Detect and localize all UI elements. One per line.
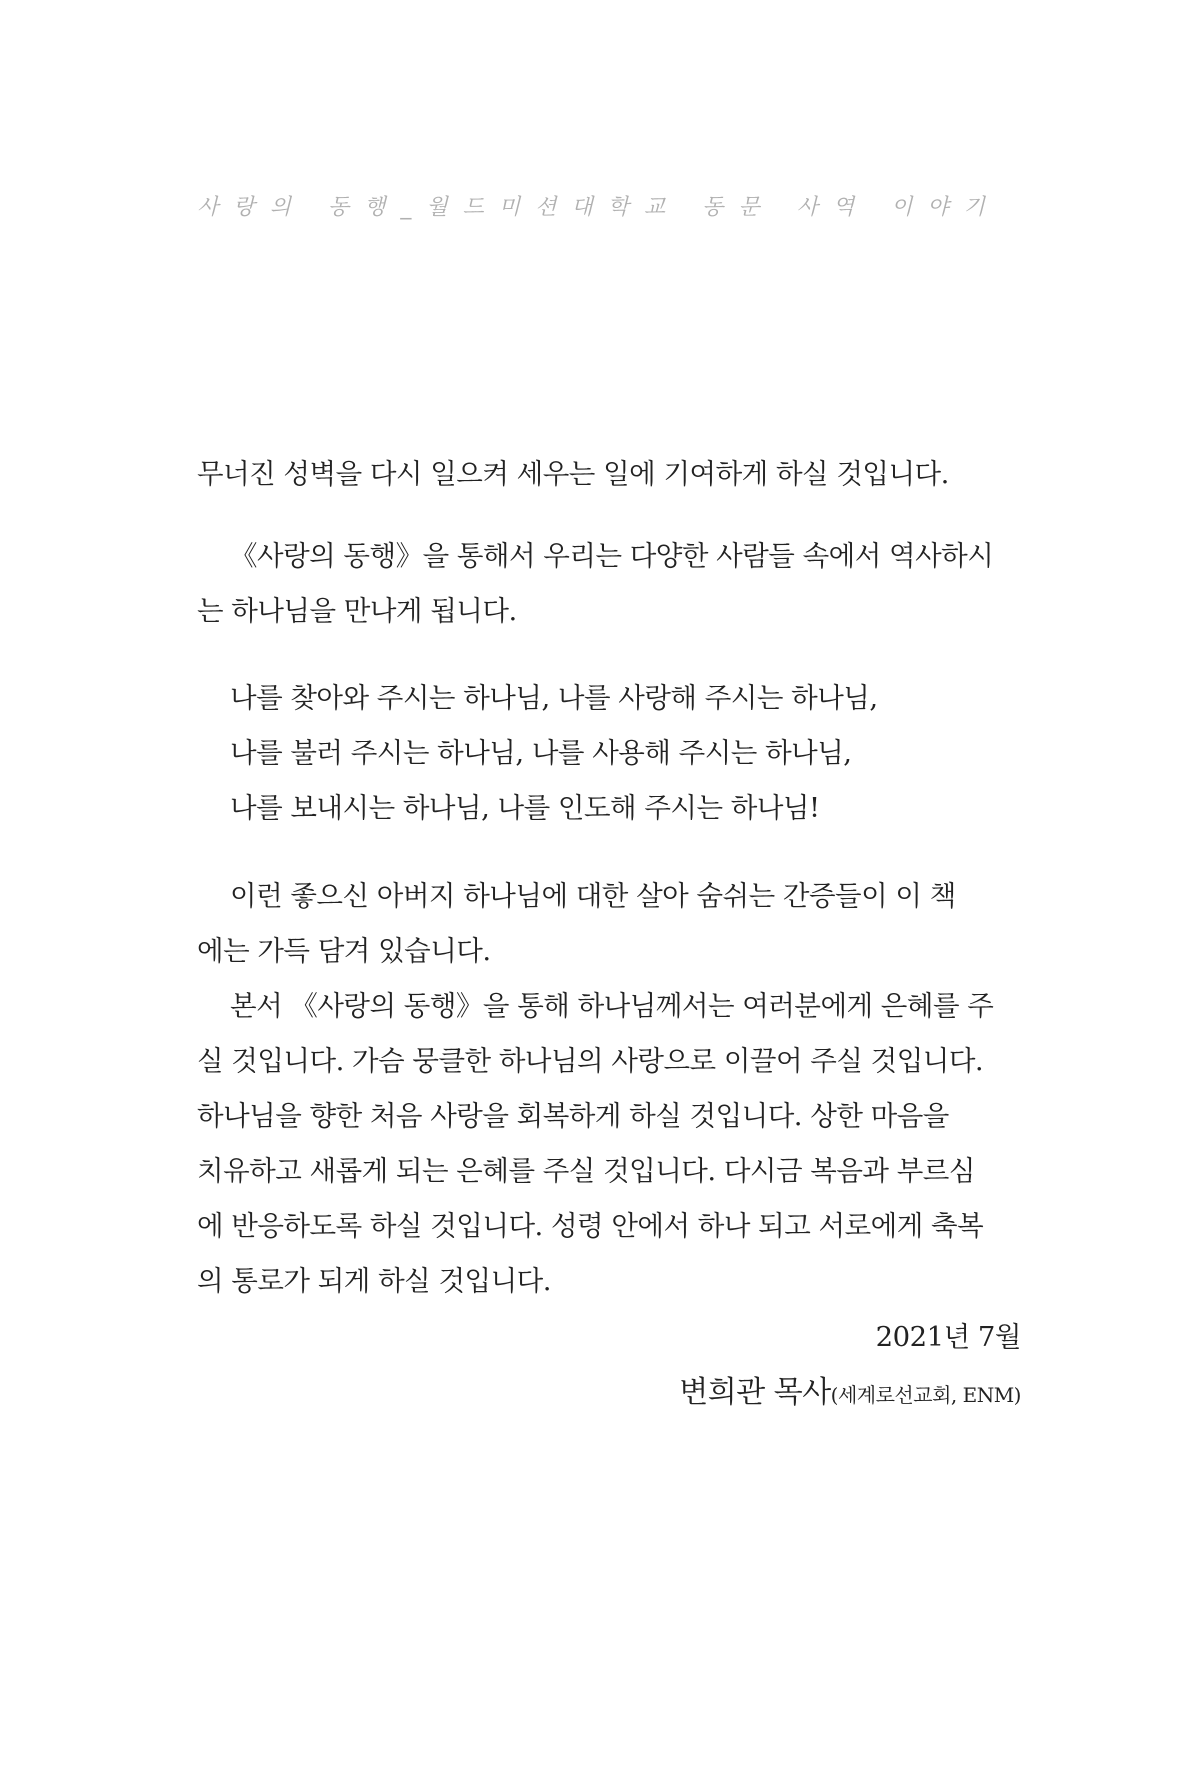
- text-line: 나를 불러 주시는 하나님, 나를 사용해 주시는 하나님,: [230, 737, 852, 769]
- running-header: 사랑의 동행_월드미션대학교 동문 사역 이야기: [197, 195, 1000, 220]
- text-line: 나를 찾아와 주시는 하나님, 나를 사랑해 주시는 하나님,: [230, 682, 878, 714]
- text-line: 치유하고 새롭게 되는 은혜를 주실 것입니다. 다시금 복음과 부르심: [197, 1155, 975, 1187]
- paragraph-2: [197, 529, 1021, 639]
- text-line: 본서 《사랑의 동행》을 통해 하나님께서는 여러분에게 은혜를 주: [230, 990, 994, 1022]
- signature-affiliation: (세계로선교회, ENM): [830, 1383, 1021, 1407]
- paragraph-1: [197, 447, 1021, 502]
- text-line: 에 반응하도록 하실 것입니다. 성령 안에서 하나 되고 서로에게 축복: [197, 1210, 984, 1242]
- text-line: 에는 가득 담겨 있습니다.: [197, 935, 491, 967]
- signature-line: [197, 1365, 1021, 1420]
- signature-name: 변희관 목사: [679, 1375, 831, 1410]
- text-line: 나를 보내시는 하나님, 나를 인도해 주시는 하나님!: [230, 792, 820, 824]
- text-line: 하나님을 향한 처음 사랑을 회복하게 하실 것입니다. 상한 마음을: [197, 1100, 949, 1132]
- signature-block: [197, 1310, 1021, 1420]
- text-line: 이런 좋으신 아버지 하나님에 대한 살아 숨쉬는 간증들이 이 책: [230, 880, 956, 912]
- text-line: 는 하나님을 만나게 됩니다.: [197, 595, 517, 627]
- paragraph-4: [197, 869, 1021, 979]
- text-line: 《사랑의 동행》을 통해서 우리는 다양한 사람들 속에서 역사하시: [230, 540, 994, 572]
- text-line: 무너진 성벽을 다시 일으켜 세우는 일에 기여하게 하실 것입니다.: [197, 458, 949, 490]
- signature-date: 2021년 7월: [875, 1321, 1021, 1353]
- paragraph-5: [197, 979, 1021, 1309]
- text-line: 의 통로가 되게 하실 것입니다.: [197, 1265, 551, 1297]
- paragraph-3-verse: [197, 671, 1021, 836]
- text-line: 실 것입니다. 가슴 뭉클한 하나님의 사랑으로 이끌어 주실 것입니다.: [197, 1045, 984, 1077]
